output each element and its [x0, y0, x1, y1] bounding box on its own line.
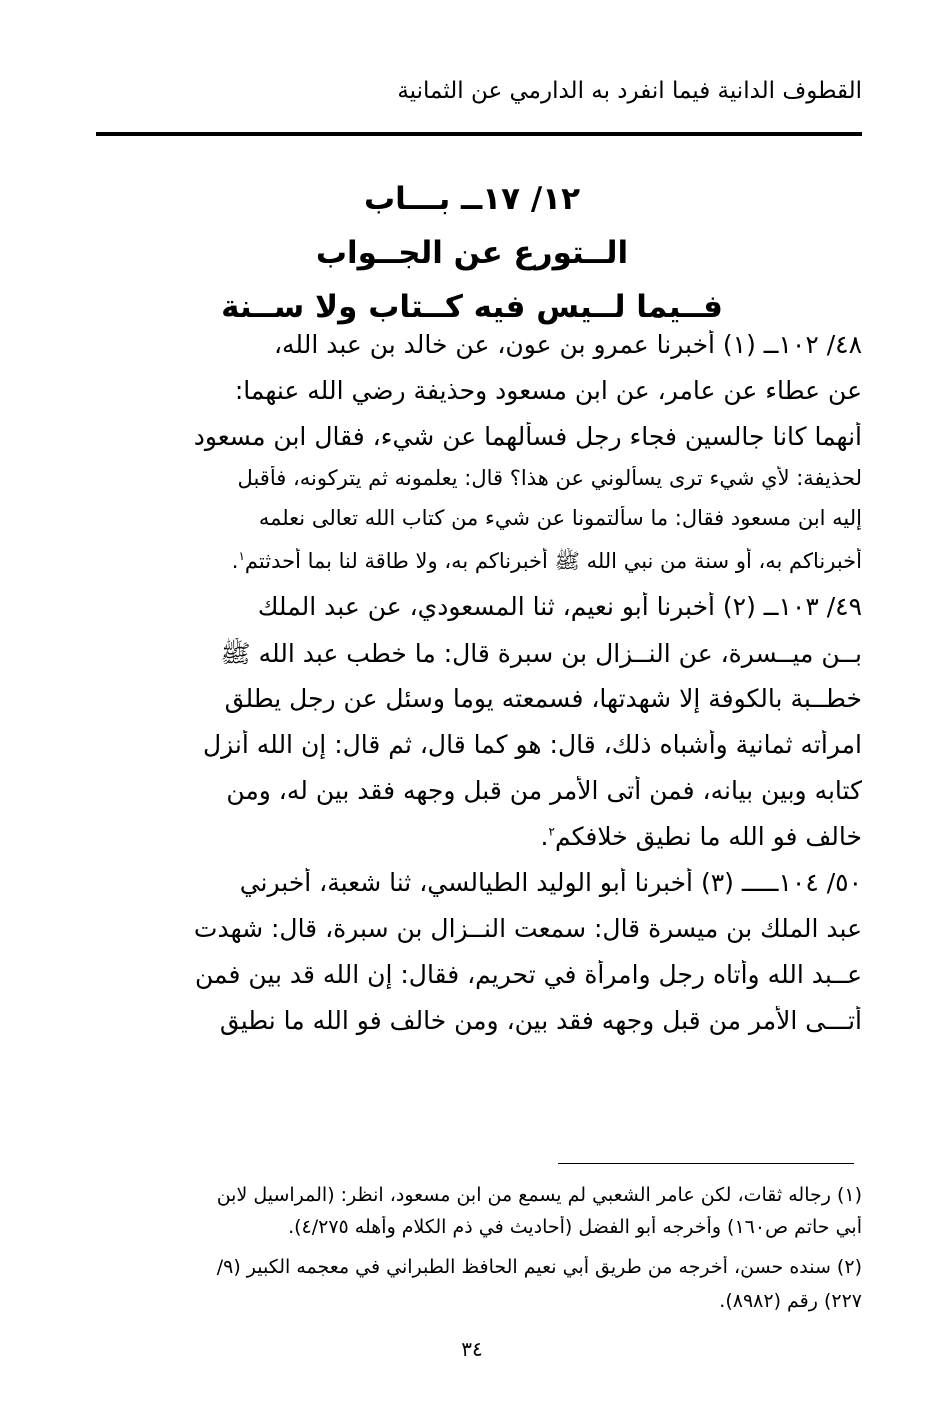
body-line-text: أخبرناكم به، أو سنة من نبي الله ﷺ أخبرناكم به، ولا طاقة لنا بما أحدثتم [244, 549, 862, 573]
body-line: أنهما كانا جالسين فجاء رجل فسألهما عن شيء، فقال ابن مسعود [193, 422, 862, 451]
body-line: امرأته ثمانية وأشباه ذلك، قال: هو كما قال، ثم قال: إن الله أنزل [202, 730, 862, 759]
body-line: عبد الملك بن ميسرة قال: سمعت النــزال بن سبرة، قال: شهدت [193, 914, 862, 943]
body-line: كتابه وبين بيانه، فمن أتى الأمر من قبل وجهه فقد بين له، ومن [226, 776, 862, 805]
body-line: ٥٠/ ١٠٤ـــــ (٣) أخبرنا أبو الوليد الطيالسي، ثنا شعبة، أخبرني [239, 868, 862, 897]
page-number: ٣٤ [461, 1337, 483, 1361]
chapter-title-line1: الــتورع عن الجــواب [315, 235, 629, 271]
body-line: أتـــى الأمر من قبل وجهه فقد بين، ومن خالف فو الله ما نطيق [219, 1006, 862, 1035]
body-line [96, 548, 862, 579]
footnote-ref-2: ٢ [548, 824, 555, 839]
body-line: خطــبة بالكوفة إلا شهدتها، فسمعته يوما وسئل عن رجل يطلق [224, 684, 862, 713]
body-line: إليه ابن مسعود فقال: ما سألتمونا عن شيء من كتاب الله تعالى نعلمه [258, 506, 862, 530]
footnote-ref-1: ١ [238, 549, 245, 563]
line-end-period: . [231, 549, 239, 573]
body-line: عــبد الله وأتاه رجل وامرأة في تحريم، فقال: إن الله قد بين فمن [195, 960, 862, 989]
body-line: ٤٩/ ١٠٣ــ (٢) أخبرنا أبو نعيم، ثنا المسعودي، عن عبد الملك [257, 592, 862, 621]
body-line-text: خالف فو الله ما نطيق خلافكم [554, 822, 862, 851]
body-line [96, 822, 862, 851]
header-rule [96, 132, 862, 136]
footnote-line: (٢) سنده حسن، أخرجه من طريق أبي نعيم الحافظ الطبراني في معجمه الكبير (٩/ [216, 1256, 862, 1278]
footnote-line: (١) رجاله ثقات، لكن عامر الشعبي لم يسمع من ابن مسعود، انظر: (المراسيل لابن [216, 1184, 862, 1206]
body-line: عن عطاء عن عامر، عن ابن مسعود وحذيفة رضي الله عنهما: [234, 376, 862, 405]
chapter-heading: ١٢/ ١٧ــ بـــاب [363, 181, 580, 217]
running-header: القطوف الدانية فيما انفرد به الدارمي عن الثمانية [397, 78, 862, 104]
body-line: بــن ميــسرة، عن النــزال بن سبرة قال: ما خطب عبد الله ﷺ [220, 639, 862, 668]
body-line: ٤٨/ ١٠٢ــ (١) أخبرنا عمرو بن عون، عن خالد بن عبد الله، [273, 330, 862, 359]
chapter-titles [150, 172, 794, 334]
line-end-period: . [540, 822, 549, 851]
body-line: لحذيفة: لأي شيء ترى يسألوني عن هذا؟ قال: يعلمونه ثم يتركونه، فأقبل [237, 466, 862, 490]
footnote-line: ٢٢٧) رقم (٨٩٨٢). [719, 1290, 862, 1312]
chapter-title-line2: فــيما لــيس فيه كــتاب ولا ســنة [221, 289, 723, 325]
footnote-line: أبي حاتم ص١٦٠) وأخرجه أبو الفضل (أحاديث في ذم الكلام وأهله ٤/٢٧٥). [288, 1216, 862, 1238]
footnote-separator [558, 1163, 854, 1164]
